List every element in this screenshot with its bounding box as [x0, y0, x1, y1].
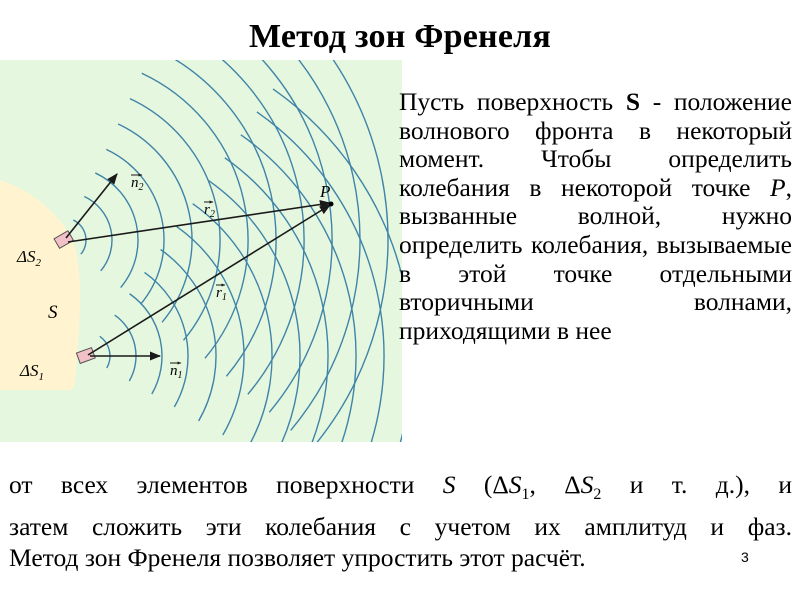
fresnel-figure	[0, 60, 402, 442]
bottom-line-3: Метод зон Френеля позволяет упростить этот расчёт.	[9, 543, 586, 573]
bottom-line-2: затем сложить эти колебания с учетом их амплитуд и фаз.	[9, 511, 792, 541]
page-number: 3	[741, 549, 749, 565]
svg-text:r1: $r_1$	[216, 285, 227, 303]
point-p	[329, 202, 334, 207]
svg-text:n1: $n_1$	[170, 363, 183, 381]
label-ds2: $\Delta S_2$	[17, 247, 41, 269]
body-text-bottom	[9, 469, 792, 574]
label-p: P	[320, 182, 331, 201]
label-ds1: $\Delta S_1$	[20, 361, 44, 383]
svg-text:r2: $r_2$	[204, 202, 215, 220]
bottom-line-1: от всех элементов поверхности S ($\Delta S_1$, $\Delta S_2$ и т. д.), и	[9, 470, 792, 504]
slide-title: Метод зон Френеля	[248, 18, 551, 55]
label-s: S	[48, 302, 58, 323]
svg-text:n2: $n_2$	[131, 175, 144, 193]
body-text-right: Пусть поверхность S - положение волнового фронта в некоторый момент. Чтобы определить колебания в некоторой точке P, вызванные волной, нужно определить колебания, вызываемые в этой точке отдельными вторичными волнами, приходящими в нее	[399, 87, 792, 345]
